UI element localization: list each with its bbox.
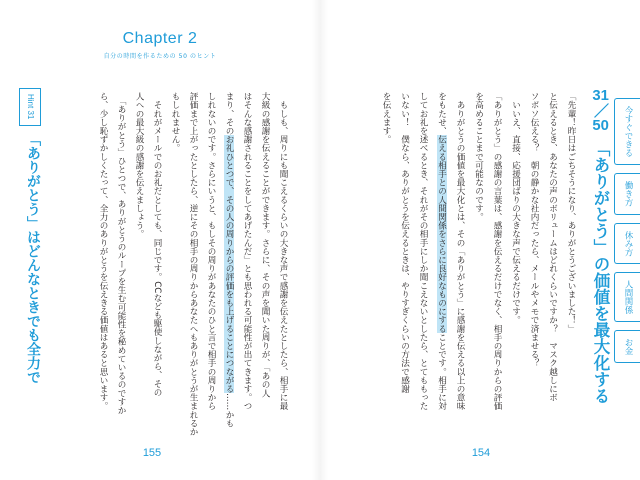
index-tab: 休み方 bbox=[614, 223, 640, 265]
section-total: 50 bbox=[592, 118, 609, 133]
text-column: 評価まで上がったとしたら、逆にその相手の周りからあなたへもありがとうが生まれるか bbox=[188, 92, 198, 436]
hint-number: 31 bbox=[26, 110, 35, 120]
text-segment: ことです。相手に対 bbox=[436, 332, 447, 411]
section-counter bbox=[590, 88, 610, 133]
right-body-text bbox=[377, 92, 581, 442]
text-segment: をもたせ、 bbox=[436, 92, 447, 135]
text-column: ありがとうの価値を最大化とは、その「ありがとう」に感謝を伝える以上の意味 bbox=[455, 92, 465, 411]
page-number: 154 bbox=[471, 447, 491, 459]
text-column: 人への最大級の感謝を伝えましょう。 bbox=[134, 92, 144, 239]
text-column: しれないのです。さらにいうと、もしその周りがあなたのひと言で相手の周りから bbox=[206, 92, 216, 411]
text-column: してお礼を述べるとき、それがその相手にしか聞こえないとしたら、とてももった bbox=[418, 92, 428, 411]
right-page bbox=[320, 0, 640, 480]
text-column: と伝えるとき、あなたの声のボリュームはどれくらいですか？ マスク越しにボ bbox=[547, 92, 558, 402]
index-tab: お金 bbox=[614, 330, 640, 363]
text-column bbox=[432, 92, 451, 442]
text-column: いいえ、直接、応援団ばりの大きな声で伝えるだけです。 bbox=[510, 92, 521, 325]
index-tab: 今すぐできる bbox=[614, 98, 640, 165]
text-column bbox=[220, 92, 238, 442]
index-tab: 働き方 bbox=[614, 173, 640, 215]
hint-badge bbox=[19, 88, 41, 126]
index-tab: 人間関係 bbox=[614, 272, 640, 322]
text-column: ら、少し恥ずかしくたって、全力のありがとうを伝えきる価値はあると思います。 bbox=[98, 92, 108, 411]
highlighted-text: 伝える相手との人間関係をさらに良好なものにする bbox=[436, 135, 447, 333]
text-column: いない！ 僕なら、ありがとうを伝えるときは、やりすぎくらいの方法で感謝 bbox=[399, 92, 410, 393]
text-segment: ……かも bbox=[224, 393, 234, 428]
text-column: 大級の感謝を伝えることができます。さらに、その声を聞いた周りが、「あの人 bbox=[260, 92, 270, 398]
chapter-subtitle: 自分の時間を作るための 50 のヒント bbox=[103, 53, 217, 60]
hint-title: 「ありがとう」はどんなときでも全力で bbox=[25, 132, 41, 384]
section-separator: ／ bbox=[592, 103, 609, 118]
text-column: ソボソ伝える？ 朝の静かな社内だったら、メールやメモで済ませる？ bbox=[529, 92, 539, 368]
highlighted-text: お礼ひとつで、その人の周りからの評価をも上げることにつながる bbox=[224, 135, 234, 393]
text-column: 「先輩！昨日はごちそうになり、ありがとうございました！」 bbox=[566, 92, 576, 333]
text-column: もしも、周りにも聞こえるくらいの大きな声で感謝を伝えたとしたら、相手に最 bbox=[278, 92, 288, 411]
section-number: 31 bbox=[592, 88, 609, 103]
chapter-index-tabs bbox=[614, 98, 640, 363]
chapter-header bbox=[0, 30, 320, 60]
text-column: もしれません。 bbox=[170, 92, 180, 153]
chapter-label: Chapter 2 bbox=[122, 30, 198, 47]
page-number: 155 bbox=[142, 447, 162, 459]
text-column: はそんな感謝されることをしてあげたんだ」とも思われる可能性が出てきます。つ bbox=[242, 92, 252, 411]
left-body-text bbox=[94, 92, 292, 442]
text-segment: まり、その bbox=[224, 92, 234, 135]
text-column: 「ありがとう」の感謝の言葉は、感謝を伝えるだけでなく、相手の周りからの評価 bbox=[492, 92, 502, 411]
text-column: を高めることまで可能なのです。 bbox=[473, 92, 484, 221]
section-title: 「ありがとう」の価値を最大化する bbox=[591, 140, 610, 404]
text-column: 「ありがとう」ひとつで、ありがとうのループを生む可能性を秘めているのですか bbox=[116, 92, 126, 415]
text-column: それがメールでのお礼だとしても、同じです。CCなども駆使しながら、その bbox=[152, 92, 162, 397]
text-column: を伝えます。 bbox=[381, 92, 391, 144]
hint-label: Hint bbox=[26, 94, 35, 109]
